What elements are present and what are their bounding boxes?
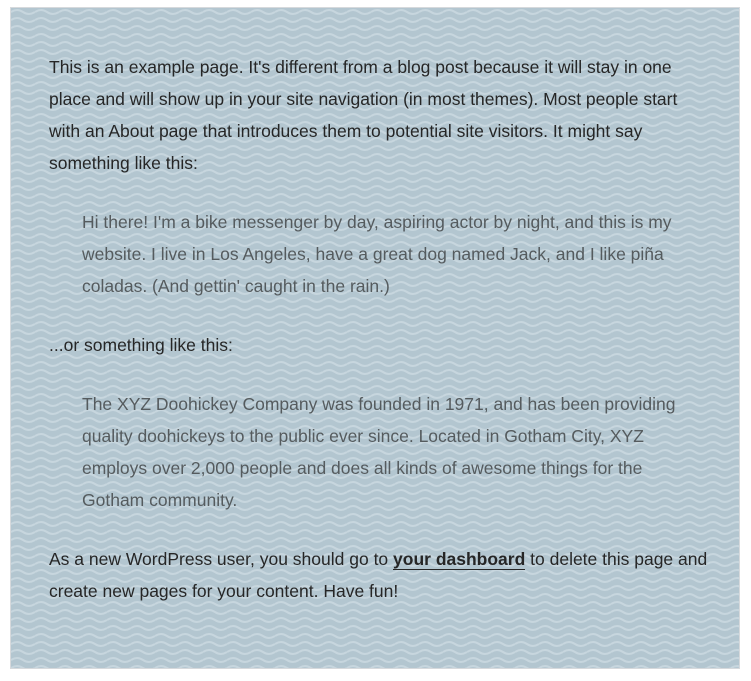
blockquote-example-personal bbox=[82, 206, 682, 302]
page-content-area bbox=[10, 7, 740, 669]
dashboard-link[interactable]: your dashboard bbox=[393, 549, 526, 569]
or-paragraph: ...or something like this: bbox=[49, 335, 233, 355]
outro-text-before: As a new WordPress user, you should go to bbox=[49, 549, 394, 569]
outro-paragraph bbox=[49, 543, 709, 607]
outro-text-after: to delete this page and create new pages for your content. Have fun! bbox=[49, 549, 708, 601]
quote-text: Hi there! I'm a bike messenger by day, aspiring actor by night, and this is my website. I live in Los Angeles, have a great dog named Jack, and I like piña coladas. (And gettin' caught in the rain.) bbox=[82, 212, 672, 296]
intro-paragraph: This is an example page. It's different from a blog post because it will stay in one place and will show up in your site navigation (in most themes). Most people start with an About page that introduces them to potential site visitors. It might say something like this: bbox=[49, 57, 678, 173]
quote-text: The XYZ Doohickey Company was founded in 1971, and has been providing quality doohickeys to the public ever since. Located in Gotham City, XYZ employs over 2,000 people and does all kinds of awesome things for the Gotham community. bbox=[82, 394, 676, 510]
entry-content bbox=[49, 51, 709, 634]
blockquote-example-company bbox=[82, 388, 682, 516]
